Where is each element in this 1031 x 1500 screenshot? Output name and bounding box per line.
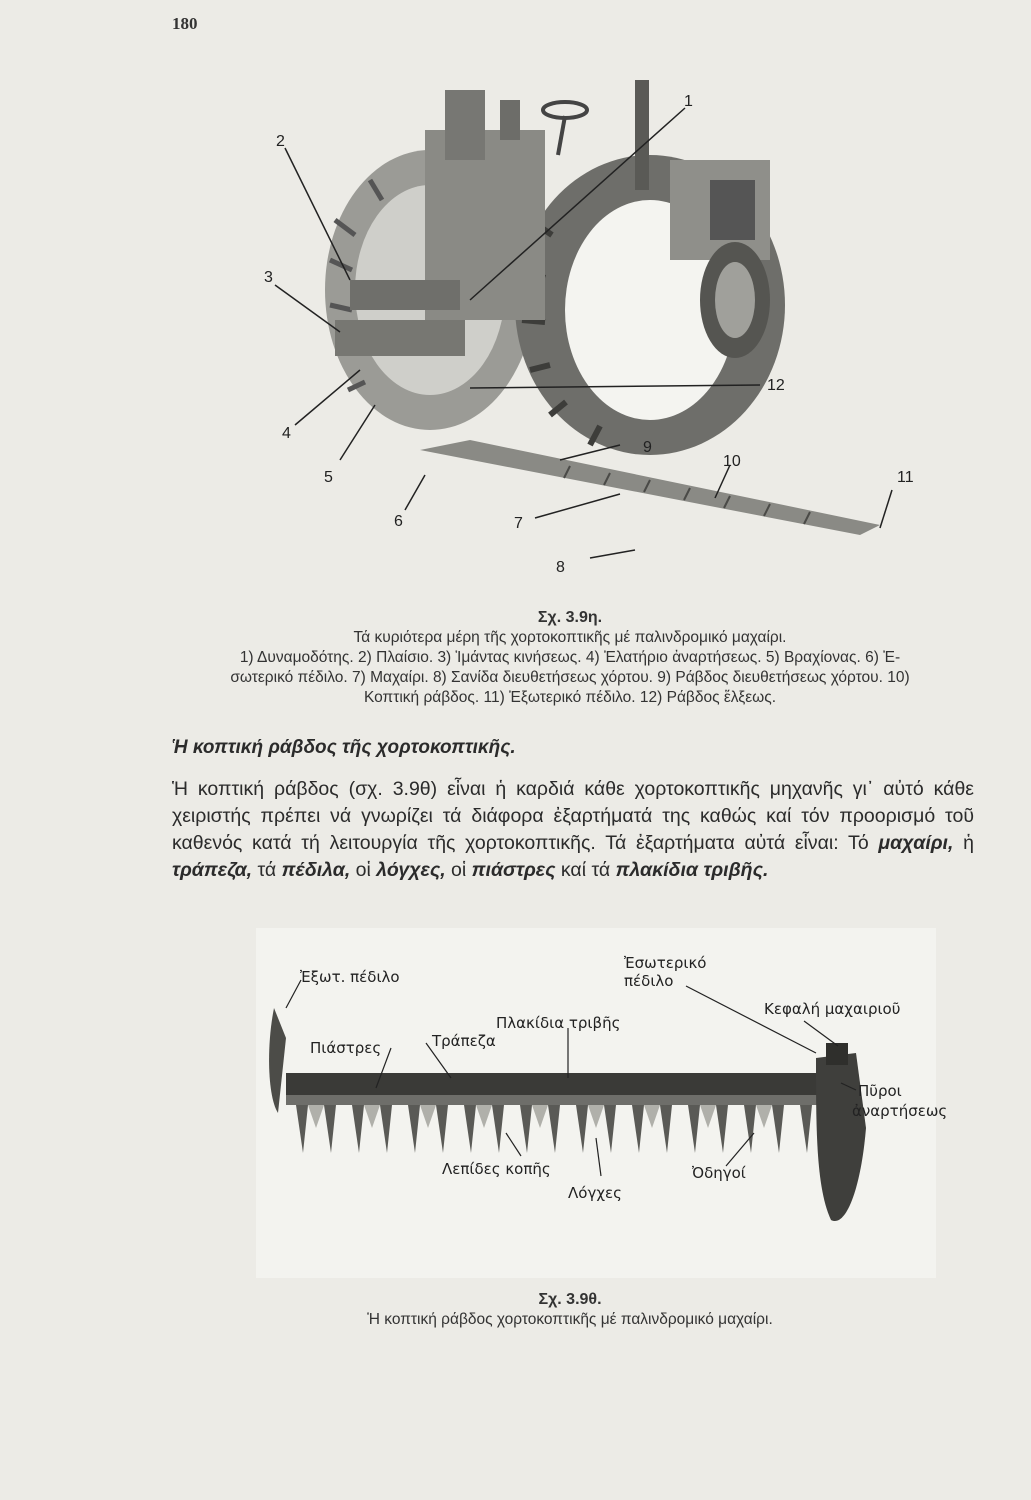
label-knife-head: Κεφαλή μαχαιριοῦ: [764, 1000, 901, 1018]
sep-4: οἱ: [445, 859, 472, 881]
figure1-label: Σχ. 3.9η.: [537, 609, 603, 626]
label-hinge-pins-1: Πῦροι: [858, 1082, 902, 1100]
figure1-legend-line1: 1) Δυναμοδότης. 2) Πλαίσιο. 3) Ἱμάντας κινήσεως. 4) Ἐλατήριο ἀναρτήσεως. 5) Βραχίονας. 6) Ἐ-: [239, 649, 901, 666]
term-knife: μαχαίρι,: [878, 832, 954, 854]
callout-12: 12: [767, 377, 785, 394]
term-shoes: πέδιλα,: [281, 859, 351, 881]
label-guards: Λόγχες: [568, 1184, 622, 1202]
term-bar: τράπεζα,: [172, 859, 253, 881]
tractor-mower-figure: [240, 70, 930, 590]
callout-5: 5: [324, 469, 333, 486]
figure1-caption: [160, 608, 980, 708]
sep-1: ἡ: [953, 832, 974, 854]
callout-10: 10: [723, 453, 741, 470]
callout-7: 7: [514, 515, 523, 532]
figure2-label: Σχ. 3.9θ.: [538, 1291, 602, 1308]
sep-2: τά: [252, 859, 282, 881]
label-inner-shoe-2: πέδιλο: [624, 972, 674, 990]
body-paragraph: [172, 776, 974, 884]
label-bar: Τράπεζα: [432, 1032, 496, 1050]
callout-1: 1: [684, 93, 693, 110]
callout-2: 2: [276, 133, 285, 150]
figure1-caption-title: Τά κυριότερα μέρη τῆς χορτοκοπτικῆς μέ παλινδρομικό μαχαίρι.: [353, 629, 787, 646]
label-wear-plates: Πλακίδια τριβῆς: [496, 1014, 621, 1032]
callout-9: 9: [643, 439, 652, 456]
sep-5: καί τά: [555, 859, 616, 881]
callout-3: 3: [264, 269, 273, 286]
page-number: 180: [172, 14, 198, 33]
figure2-caption-text: Ἡ κοπτική ράβδος χορτοκοπτικῆς μέ παλινδρομικό μαχαίρι.: [367, 1311, 773, 1328]
figure1-legend-line2: σωτερικό πέδιλο. 7) Μαχαίρι. 8) Σανίδα διευθετήσεως χόρτου. 9) Ράβδος διευθετήσεως χόρτου. 10): [230, 669, 910, 686]
para-text: Ἡ κοπτική ράβδος (σχ. 3.9θ) εἶναι ἡ καρδιά κάθε χορτοκοπτικῆς μηχανῆς γι᾽ αὐτό κάθε χειριστής πρέπει νά γνωρίζει τά διάφορα ἐξαρτήματά της καθώς καί τόν προορισμό τοῦ καθενός κατά τή λειτουργία τῆς χορτοκοπτικῆς. Τά ἐξαρτήματα αὐτά εἶναι: Τό: [172, 778, 974, 854]
callout-6: 6: [394, 513, 403, 530]
term-guards: λόγχες,: [376, 859, 446, 881]
callout-4: 4: [282, 425, 291, 442]
section-heading: Ἡ κοπτική ράβδος τῆς χορτοκοπτικῆς.: [172, 737, 516, 758]
callout-8: 8: [556, 559, 565, 576]
label-hinge-pins-2: ἀναρτήσεως: [852, 1102, 948, 1120]
term-wear-plates: πλακίδια τριβῆς.: [615, 859, 769, 881]
callout-11: 11: [897, 469, 914, 486]
figure2-caption: [160, 1290, 980, 1330]
label-outer-shoe: Ἐξωτ. πέδιλο: [300, 968, 400, 986]
cutter-bar-figure: [256, 928, 948, 1278]
label-inner-shoe-1: Ἐσωτερικό: [624, 954, 707, 972]
term-clips: πιάστρες: [471, 859, 556, 881]
label-sections: Λεπίδες κοπῆς: [442, 1160, 551, 1178]
sep-3: οἱ: [350, 859, 377, 881]
label-guides: Ὀδηγοί: [692, 1164, 746, 1182]
figure1-legend-line3: Κοπτική ράβδος. 11) Ἐξωτερικό πέδιλο. 12) Ράβδος ἕλξεως.: [363, 689, 777, 706]
label-clips: Πιάστρες: [310, 1039, 382, 1057]
